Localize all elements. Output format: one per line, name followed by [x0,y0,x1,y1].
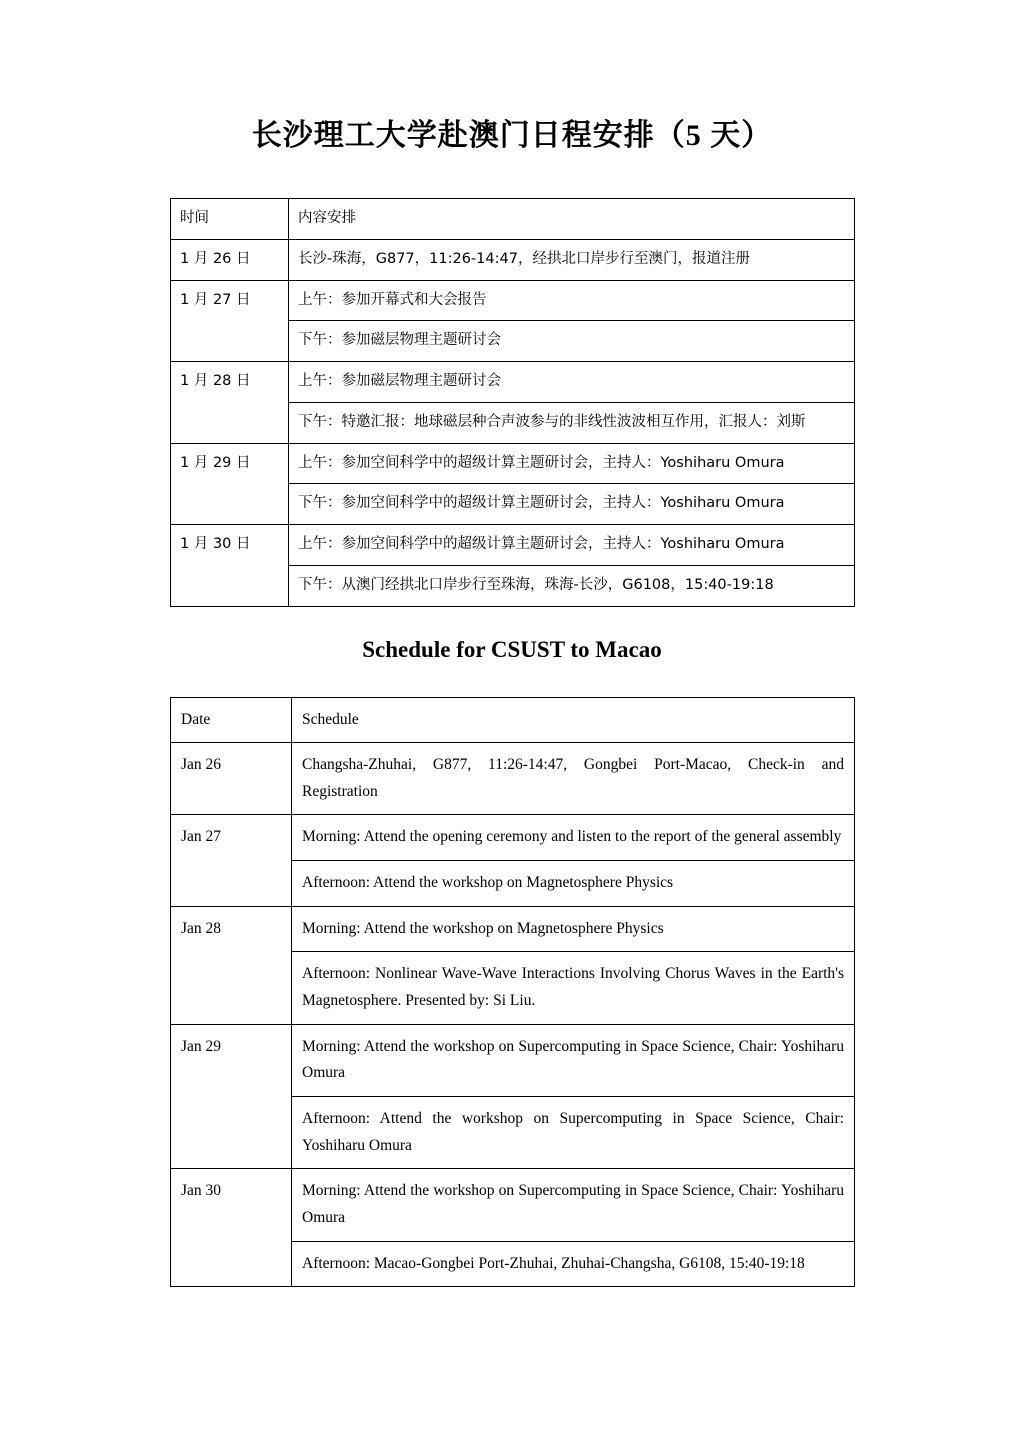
table-row [171,239,855,280]
row-content: 上午：参加开幕式和大会报告 [289,280,855,321]
row-content: 上午：参加磁层物理主题研讨会 [289,362,855,403]
table-row [171,362,855,403]
table-row [171,1169,855,1241]
chinese-schedule-table [170,198,855,607]
row-content: Afternoon: Attend the workshop on Supercomputing in Space Science, Chair: Yoshiharu Omura [292,1097,855,1169]
row-date: Jan 29 [171,1024,292,1169]
row-content: 上午：参加空间科学中的超级计算主题研讨会，主持人：Yoshiharu Omura [289,443,855,484]
table-row [171,906,855,952]
row-content: Morning: Attend the opening ceremony and listen to the report of the general assembly [292,815,855,861]
row-content: 下午：特邀汇报：地球磁层种合声波参与的非线性波波相互作用，汇报人：刘斯 [289,402,855,443]
column-header-date: 时间 [171,199,289,240]
row-content: Morning: Attend the workshop on Supercomputing in Space Science, Chair: Yoshiharu Omura [292,1024,855,1096]
table-row [171,280,855,321]
row-date: 1 月 29 日 [171,443,289,525]
english-schedule-table [170,697,855,1288]
column-header-schedule: Schedule [292,697,855,743]
row-content: Morning: Attend the workshop on Magnetosphere Physics [292,906,855,952]
row-date: 1 月 26 日 [171,239,289,280]
column-header-date: Date [171,697,292,743]
table-row [171,525,855,566]
row-date: Jan 28 [171,906,292,1024]
row-content: 上午：参加空间科学中的超级计算主题研讨会，主持人：Yoshiharu Omura [289,525,855,566]
table-row [171,443,855,484]
row-date: Jan 26 [171,743,292,815]
table-row [171,1024,855,1096]
table-row [171,743,855,815]
page-title: 长沙理工大学赴澳门日程安排（5 天） [251,119,773,152]
row-date: 1 月 27 日 [171,280,289,362]
english-section-title: Schedule for CSUST to Macao [362,636,662,662]
row-content: 长沙-珠海，G877，11:26-14:47，经拱北口岸步行至澳门，报道注册 [289,239,855,280]
table-header-row [171,697,855,743]
row-content: 下午：参加磁层物理主题研讨会 [289,321,855,362]
row-date: Jan 30 [171,1169,292,1287]
row-content: 下午：从澳门经拱北口岸步行至珠海，珠海-长沙，G6108，15:40-19:18 [289,565,855,606]
row-content: Afternoon: Nonlinear Wave-Wave Interactions Involving Chorus Waves in the Earth's Magnetosphere. Presented by: Si Liu. [292,952,855,1024]
table-row [171,815,855,861]
table-header-row [171,199,855,240]
row-content: Afternoon: Macao-Gongbei Port-Zhuhai, Zhuhai-Changsha, G6108, 15:40-19:18 [292,1241,855,1287]
row-content: Changsha-Zhuhai, G877, 11:26-14:47, Gongbei Port-Macao, Check-in and Registration [292,743,855,815]
row-date: 1 月 28 日 [171,362,289,444]
column-header-schedule: 内容安排 [289,199,855,240]
row-date: 1 月 30 日 [171,525,289,607]
row-date: Jan 27 [171,815,292,906]
row-content: 下午：参加空间科学中的超级计算主题研讨会，主持人：Yoshiharu Omura [289,484,855,525]
row-content: Afternoon: Attend the workshop on Magnetosphere Physics [292,861,855,907]
row-content: Morning: Attend the workshop on Supercomputing in Space Science, Chair: Yoshiharu Omura [292,1169,855,1241]
